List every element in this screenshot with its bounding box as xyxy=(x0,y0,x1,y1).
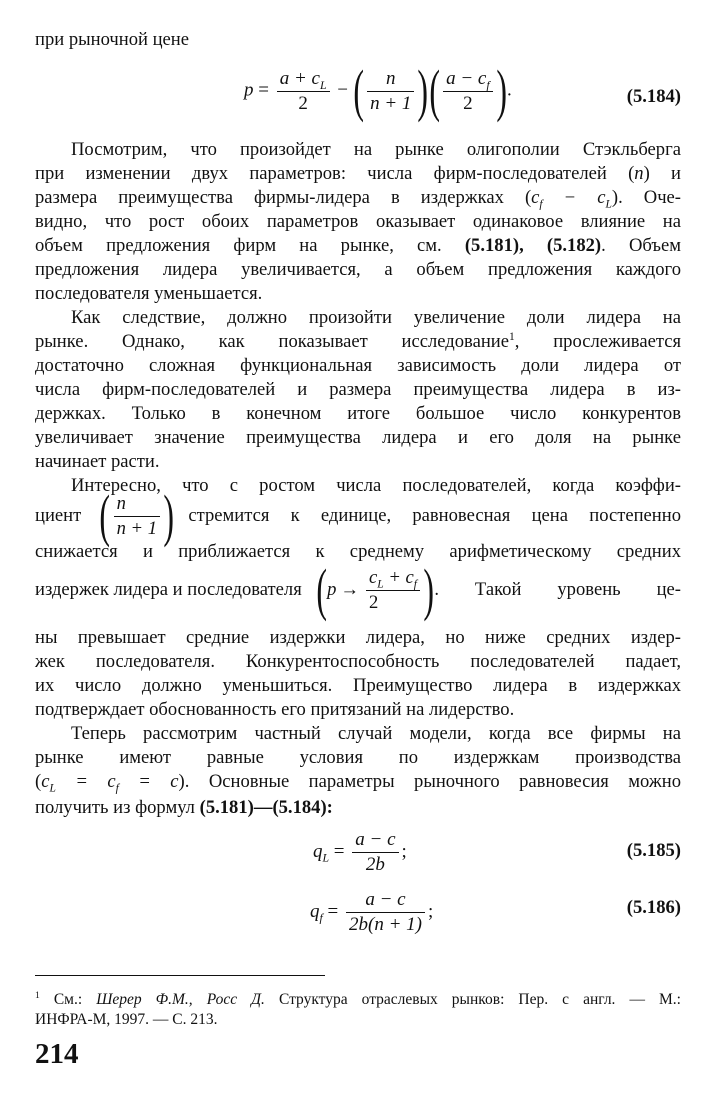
p1-l5-text-b: . Объем xyxy=(601,235,682,256)
p2-l1-text: Как следствие, должно произойти увеличение доли лидера на xyxy=(71,307,681,328)
eq184-f1-num-sub: L xyxy=(319,78,327,92)
p3-l4-open-paren: ( xyxy=(316,557,327,622)
p2-l5-text: держках. Только в конечном итоге большое число конкурентов xyxy=(35,403,681,424)
p4-l3-close: ). xyxy=(178,771,190,792)
eq185-fraction xyxy=(352,828,398,877)
p2-line-5 xyxy=(35,402,681,426)
p4-l3-sub-f: f xyxy=(115,782,119,795)
eq184-equals: = xyxy=(258,79,269,101)
p2-line-4 xyxy=(35,378,681,402)
p3-l6-text: жек последователя. Конкурентоспособность последователей падает, xyxy=(35,651,681,672)
p3-l4-num-sub-f: f xyxy=(413,578,417,591)
p1-l1-text: Посмотрим, что произойдет на рынке олигополии Стэкльберга xyxy=(71,139,681,160)
eq184-f3-num-sub: f xyxy=(486,78,490,92)
p1-l6-text: предложения лидера увеличивается, а объем предложения каждого xyxy=(35,259,681,280)
equation-5-184 xyxy=(244,58,512,123)
footnote-see: См.: xyxy=(39,991,97,1008)
footnote-authors: Шерер Ф.М., Росс Д. xyxy=(96,991,265,1008)
eq184-close-paren-1: ) xyxy=(417,58,429,123)
eq186-q: q xyxy=(310,900,320,922)
p4-line-2 xyxy=(35,746,681,770)
p1-l7-text: последователя уменьшается. xyxy=(35,283,263,304)
equation-number-5-185: (5.185) xyxy=(626,840,681,861)
p1-ref-5-182: (5.182) xyxy=(546,235,602,256)
footnote-publisher: ИНФРА-М, 1997. — С. 213. xyxy=(35,1011,218,1028)
equation-number-5-184: (5.184) xyxy=(626,86,681,107)
eq184-f2-numerator: n xyxy=(367,67,414,92)
p3-l4-num-c: c xyxy=(369,566,378,588)
p4-ref-5-181-5-184: (5.181)—(5.184) xyxy=(199,797,327,818)
footnote-mark-1: 1 xyxy=(509,330,515,343)
p3-l5-text: ны превышает средние издержки лидера, но ниже средних издер- xyxy=(35,627,681,648)
eq184-f3-num-text: a − c xyxy=(446,67,487,89)
footnote-rule xyxy=(35,975,325,976)
p3-l8-text: подтверждает обоснованность его притязаний на лидерство. xyxy=(35,699,515,720)
eq186-denominator: 2b(n + 1) xyxy=(349,914,422,935)
p3-l2-open-paren: ( xyxy=(99,483,111,548)
p1-l3-math-c: c xyxy=(531,187,540,208)
eq185-numerator: a − c xyxy=(352,828,398,853)
eq186-numerator: a − c xyxy=(346,888,425,913)
p1-l3-minus-c: − c xyxy=(542,187,606,208)
p1-l2-text: при изменении двух параметров: числа фирм-последователей ( xyxy=(35,163,635,184)
p3-l1-text: Интересно, что с ростом числа последователей, когда коэффи- xyxy=(71,475,681,496)
p2-l7-text: начинает расти. xyxy=(35,451,160,472)
p3-l7-text: их число должно уменьшиться. Преимущество лидера в издержках xyxy=(35,675,681,696)
p3-line-5 xyxy=(35,626,681,650)
eq184-f1-denominator: 2 xyxy=(298,92,308,114)
p3-line-6 xyxy=(35,650,681,674)
intro-text xyxy=(35,28,681,52)
page-number: 214 xyxy=(35,1038,79,1070)
p4-l3-text-b: Основные параметры рыночного равновесия можно xyxy=(208,771,681,792)
p4-l4-colon: : xyxy=(326,797,333,818)
p1-l3-sub-f: f xyxy=(539,198,543,211)
eq186-fraction xyxy=(346,888,425,937)
eq184-minus: − xyxy=(337,79,348,101)
p4-line-4 xyxy=(35,796,681,820)
eq185-q: q xyxy=(313,840,323,862)
eq184-f2-denominator: n + 1 xyxy=(370,92,412,114)
eq185-denominator: 2b xyxy=(365,854,385,875)
p1-l5-comma: , xyxy=(519,235,524,256)
p1-line-4 xyxy=(35,210,681,234)
p4-l3-sub-l: L xyxy=(49,782,56,795)
equation-5-186 xyxy=(310,888,433,937)
p3-l4-text-a: издержек лидера и последователя xyxy=(35,579,302,600)
eq184-fraction-1 xyxy=(277,67,330,116)
equation-number-5-186: (5.186) xyxy=(626,897,681,918)
eq184-open-paren-2: ( xyxy=(429,58,440,123)
p4-l3-eq-c: = c xyxy=(55,771,116,792)
intro-span: при рыночной цене xyxy=(35,29,190,50)
p2-l4-text: числа фирм-последователей и размера преимущества лидера в из- xyxy=(35,379,681,400)
eq186-q-sub: f xyxy=(319,911,323,925)
p3-l3-text: снижается и приближается к среднему арифметическому средних xyxy=(35,541,681,562)
p2-line-2 xyxy=(35,330,681,354)
p2-l6-text: увеличивает значение преимущества лидера и его доля на рынке xyxy=(35,427,681,448)
p2-line-7 xyxy=(35,450,681,474)
p3-l2-denominator: n + 1 xyxy=(116,517,158,539)
eq186-semicolon: ; xyxy=(427,900,434,922)
p3-line-4 xyxy=(35,557,681,622)
eq184-f3-numerator xyxy=(443,67,493,92)
p3-l2-close-paren: ) xyxy=(163,483,174,548)
footnote-line-2 xyxy=(35,1010,681,1030)
footnote-title: Структура отраслевых рынков: Пер. с англ. — М.: xyxy=(264,991,681,1008)
p1-l3-text-b: ). Оче- xyxy=(611,187,681,208)
eq184-f3-denominator: 2 xyxy=(463,92,473,114)
eq184-fraction-2 xyxy=(367,67,414,116)
p1-line-5 xyxy=(35,234,681,258)
p3-l2-fraction xyxy=(114,492,160,541)
p4-l3-eq-c2: = c xyxy=(118,771,179,792)
p3-l2-text-a: циент xyxy=(35,505,82,526)
p3-l4-numerator xyxy=(366,566,420,591)
p1-l4-text: видно, что рост обоих параметров оказывает одинаковое влияние на xyxy=(35,211,681,232)
p4-line-1 xyxy=(35,722,681,746)
p3-l4-denominator: 2 xyxy=(369,591,379,613)
p3-l4-fraction xyxy=(366,566,420,615)
p3-l4-arrow: → xyxy=(340,579,359,600)
eq185-semicolon: ; xyxy=(401,840,407,862)
p3-l4-close-paren: ) xyxy=(423,557,434,622)
p2-line-1 xyxy=(35,306,681,330)
p2-l3-text: достаточно сложная функциональная зависимость доли лидера от xyxy=(35,355,681,376)
eq184-close-paren-2: ) xyxy=(495,58,507,123)
p3-l4-text-b: . Такой уровень це- xyxy=(434,579,681,600)
p3-l4-p: p xyxy=(327,579,337,600)
p4-l4-text-a: получить из формул xyxy=(35,797,195,818)
eq184-p: p xyxy=(244,79,254,101)
p3-l4-num-plus-c: + c xyxy=(383,566,414,588)
p1-line-6 xyxy=(35,258,681,282)
p1-line-7 xyxy=(35,282,681,306)
equation-5-185 xyxy=(313,828,407,877)
p4-l1-text: Теперь рассмотрим частный случай модели, когда все фирмы на xyxy=(71,723,681,744)
p3-l2-numerator: n xyxy=(114,492,160,517)
eq186-equals: = xyxy=(327,900,339,922)
eq184-dot: . xyxy=(506,79,512,101)
p1-l2-var: n xyxy=(634,163,644,184)
p1-line-3 xyxy=(35,186,681,210)
p3-line-7 xyxy=(35,674,681,698)
p1-l2-end: ) и xyxy=(643,163,682,184)
p3-line-8 xyxy=(35,698,681,722)
p1-l3-text-a: размера преимущества фирмы-лидера в издержках ( xyxy=(35,187,532,208)
p1-ref-5-181: (5.181) xyxy=(464,235,520,256)
p2-l2-text-b: , прослеживается xyxy=(514,331,681,352)
p4-l3-c: c xyxy=(41,771,50,792)
p1-l5-text-a: объем предложения фирм на рынке, см. xyxy=(35,235,442,256)
p4-line-3 xyxy=(35,770,681,794)
p4-l3-open: ( xyxy=(35,771,42,792)
p4-l2-text: рынке имеют равные условия по издержкам производства xyxy=(35,747,681,768)
p3-l2-text-b: стремится к единице, равновесная цена постепенно xyxy=(188,505,681,526)
footnote-number: 1 xyxy=(35,989,40,1001)
p2-line-6 xyxy=(35,426,681,450)
eq184-f1-num-text: a + c xyxy=(279,67,320,89)
eq185-equals: = xyxy=(333,840,345,862)
eq184-f1-numerator xyxy=(277,67,330,92)
eq184-open-paren-1: ( xyxy=(353,58,364,123)
p1-line-1 xyxy=(35,138,681,162)
p2-l2-text-a: рынке. Однако, как показывает исследование xyxy=(35,331,509,352)
eq185-q-sub: L xyxy=(322,851,330,865)
footnote-line-1 xyxy=(35,990,681,1010)
eq184-fraction-3 xyxy=(443,67,493,116)
p1-l3-sub-l: L xyxy=(605,198,612,211)
p3-l4-num-sub-l: L xyxy=(377,578,384,591)
p2-line-3 xyxy=(35,354,681,378)
p3-line-3 xyxy=(35,540,681,564)
p1-line-2 xyxy=(35,162,681,186)
